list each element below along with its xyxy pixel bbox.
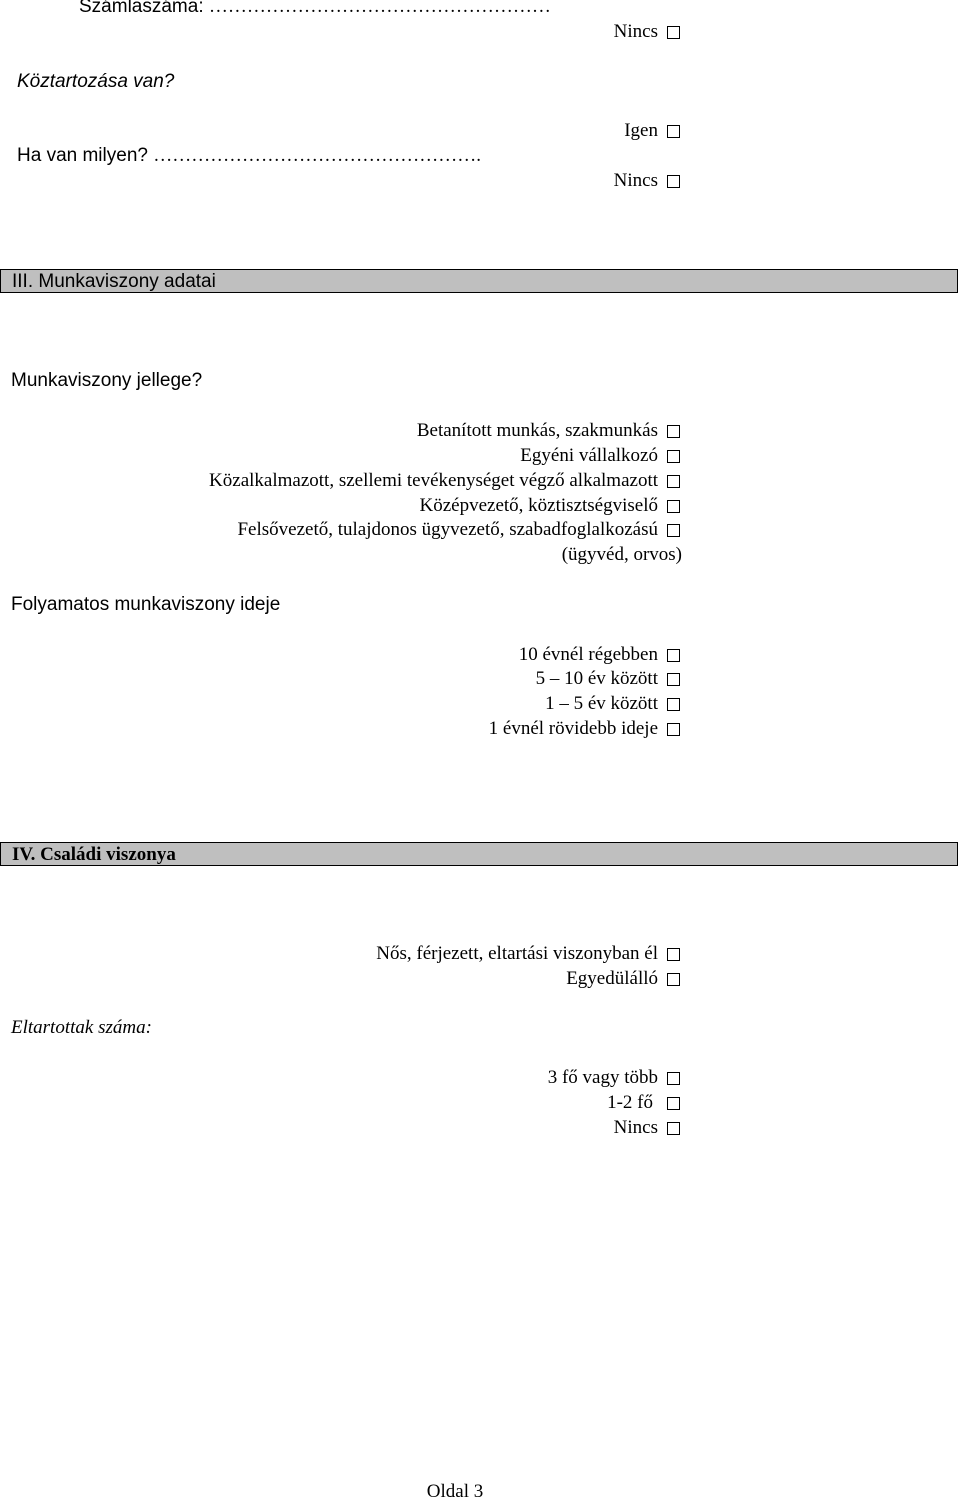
option-label: Nincs [613, 1117, 658, 1138]
checkbox-icon[interactable] [667, 425, 680, 438]
checkbox-icon[interactable] [667, 723, 680, 736]
checkbox-icon[interactable] [667, 698, 680, 711]
ha-van-label: Ha van milyen? [17, 145, 148, 166]
status-option[interactable] [566, 968, 680, 990]
szamlaszama-label: Számlaszáma: [79, 0, 204, 17]
jellege-option[interactable] [209, 470, 680, 492]
checkbox-icon[interactable] [667, 125, 680, 138]
eltartottak-option[interactable] [614, 1117, 680, 1139]
checkbox-icon[interactable] [667, 1122, 680, 1135]
status-option[interactable] [376, 943, 680, 965]
checkbox-icon[interactable] [667, 475, 680, 488]
option-label: Közalkalmazott, szellemi tevékenységet végző alkalmazott [209, 470, 658, 491]
szamlaszama-dots: ……………………………………………… [208, 0, 551, 17]
checkbox-icon[interactable] [667, 1072, 680, 1085]
checkbox-icon[interactable] [667, 500, 680, 513]
section-header-csaladi [0, 842, 958, 866]
jellege-note: (ügyvéd, orvos) [561, 544, 682, 565]
section-title: IV. Családi viszonya [12, 844, 176, 865]
option-label: 1 évnél rövidebb ideje [488, 718, 658, 739]
ideje-option[interactable] [545, 693, 680, 715]
checkbox-icon[interactable] [667, 175, 680, 188]
jellege-label: Munkaviszony jellege? [11, 370, 203, 391]
jellege-option[interactable] [420, 495, 680, 517]
checkbox-icon[interactable] [667, 948, 680, 961]
ideje-label: Folyamatos munkaviszony ideje [11, 594, 281, 615]
option-label: Egyedülálló [566, 968, 658, 989]
szamlaszama-option-nincs[interactable] [614, 21, 680, 43]
option-label: 1-2 fő [607, 1092, 653, 1113]
option-label: 3 fő vagy több [547, 1067, 658, 1088]
ha-van-row [17, 145, 481, 167]
eltartottak-option[interactable] [548, 1067, 680, 1089]
option-label: Betanított munkás, szakmunkás [416, 420, 658, 441]
eltartottak-option[interactable] [607, 1092, 680, 1114]
option-label: Középvezető, köztisztségviselő [419, 495, 658, 516]
koztartozas-option-igen[interactable] [624, 120, 680, 142]
checkbox-icon[interactable] [667, 673, 680, 686]
ideje-option[interactable] [519, 644, 680, 666]
option-label: Nincs [613, 170, 658, 191]
checkbox-icon[interactable] [667, 649, 680, 662]
eltartottak-label: Eltartottak száma: [11, 1017, 152, 1038]
ideje-option[interactable] [489, 718, 680, 740]
jellege-option[interactable] [520, 445, 680, 467]
checkbox-icon[interactable] [667, 450, 680, 463]
option-label: 5 – 10 év között [535, 668, 658, 689]
option-label: Egyéni vállalkozó [520, 445, 658, 466]
section-title: III. Munkaviszony adatai [12, 271, 216, 292]
option-label: Nincs [613, 21, 658, 42]
option-label: 10 évnél régebben [518, 644, 658, 665]
checkbox-icon[interactable] [667, 524, 680, 537]
ha-van-dots: ……………………………………………. [153, 145, 481, 166]
option-label: Felsővezető, tulajdonos ügyvezető, szabadfoglalkozású [237, 519, 658, 540]
ideje-option[interactable] [536, 668, 680, 690]
koztartozas-option-nincs[interactable] [614, 170, 680, 192]
checkbox-icon[interactable] [667, 1097, 680, 1110]
jellege-option[interactable] [417, 420, 680, 442]
option-label: Nős, férjezett, eltartási viszonyban él [376, 943, 658, 964]
option-label: 1 – 5 év között [545, 693, 658, 714]
koztartozas-question: Köztartozása van? [17, 71, 175, 92]
page-number: Oldal 3 [426, 1481, 484, 1502]
option-label: Igen [624, 120, 658, 141]
section-header-munkaviszony [0, 269, 958, 293]
checkbox-icon[interactable] [667, 26, 680, 39]
checkbox-icon[interactable] [667, 973, 680, 986]
szamlaszama-row [79, 0, 551, 18]
jellege-option[interactable] [237, 519, 680, 541]
